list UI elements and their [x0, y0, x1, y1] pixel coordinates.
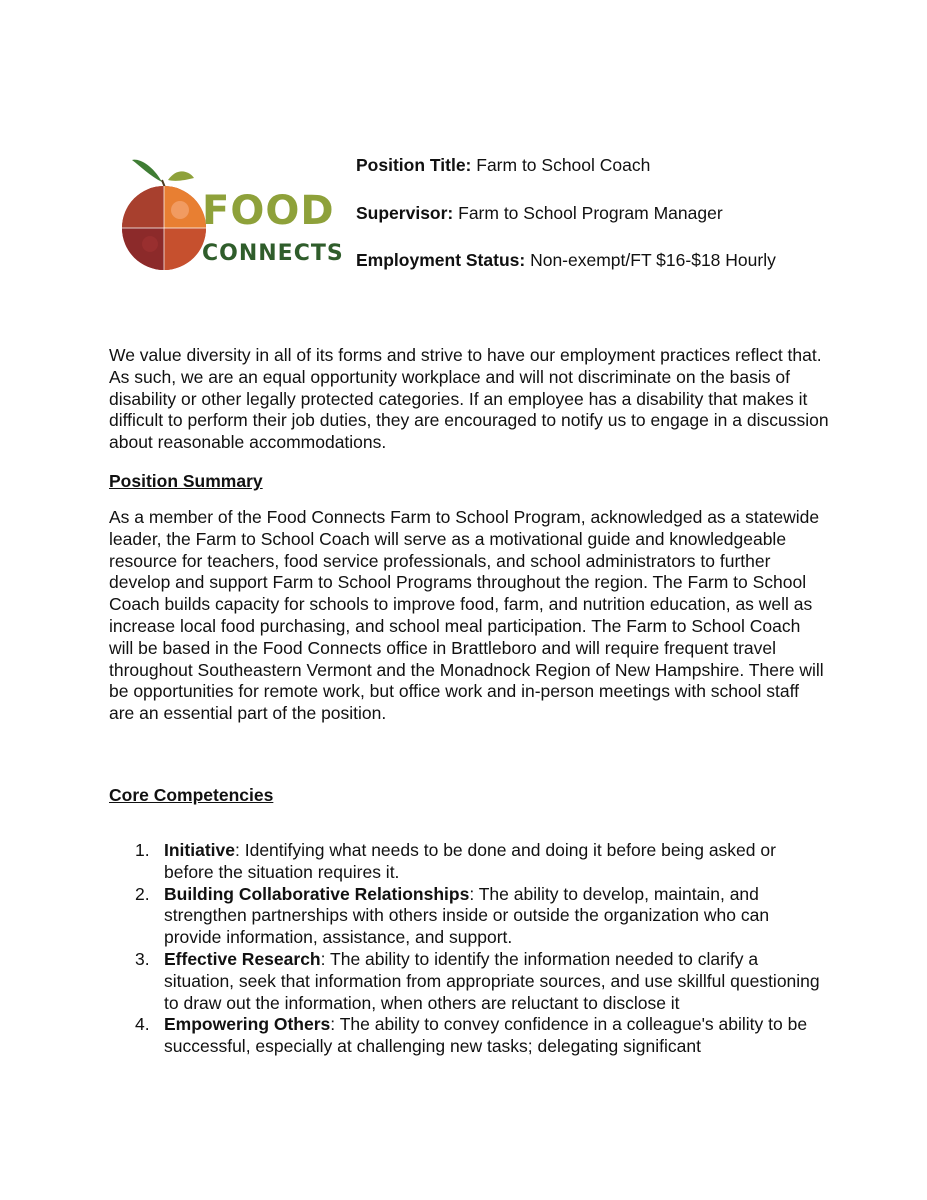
competency-description: : The ability to develop, maintain, and strengthen partnerships with others inside or outside the organization who can provide information, assistance, and support.	[164, 883, 770, 948]
employment-status-label: Employment Status:	[356, 250, 526, 270]
employment-status-value: Non-exempt/FT $16-$18 Hourly	[530, 250, 776, 270]
supervisor-label: Supervisor:	[356, 202, 454, 223]
list-item	[109, 884, 829, 949]
supervisor-value: Farm to School Program Manager	[458, 202, 723, 223]
list-item-number: 3.	[135, 948, 150, 969]
position-title-row	[356, 153, 776, 177]
list-item	[109, 1014, 829, 1058]
competency-term: Initiative	[164, 840, 235, 860]
core-competencies-heading: Core Competencies	[109, 785, 274, 805]
diversity-paragraph: We value diversity in all of its forms and strive to have our employment practices reflect that. As such, we are an equal opportunity workplace and will not discriminate on the basis of disability or other legally protected categories. If an employee has a disability that makes it difficult to perform their job duties, they are encouraged to notify us to engage in a discussion about reasonable accommodations.	[109, 345, 829, 453]
supervisor-row	[356, 201, 776, 225]
position-summary-heading: Position Summary	[109, 471, 263, 491]
logo-graphic	[116, 152, 346, 272]
logo-text-connects: CONNECTS	[202, 241, 344, 266]
employment-status-row	[356, 248, 776, 272]
food-connects-logo	[116, 152, 346, 272]
competency-term: Building Collaborative Relationships	[164, 883, 470, 904]
list-item-number: 1.	[135, 840, 150, 860]
position-header	[356, 153, 776, 296]
list-item-number: 4.	[135, 1014, 150, 1035]
logo-text-food: FOOD	[202, 188, 335, 234]
competency-description: : The ability to convey confidence in a colleague's ability to be successful, especially at challenging new tasks; delegating significant	[164, 1014, 808, 1057]
list-item	[109, 949, 829, 1014]
core-competencies-list	[109, 840, 829, 1058]
list-item	[109, 840, 829, 884]
list-item-number: 2.	[135, 883, 150, 904]
position-title-value: Farm to School Coach	[476, 155, 651, 175]
competency-term: Empowering Others	[164, 1014, 331, 1035]
competency-description: : Identifying what needs to be done and doing it before being asked or before the situation requires it.	[164, 840, 776, 882]
competency-description: : The ability to identify the information needed to clarify a situation, seek that information from appropriate sources, and use skillful questioning to draw out the information, when others are reluctant to disclose it	[164, 948, 820, 1013]
competency-term: Effective Research	[164, 948, 321, 969]
position-summary-text: As a member of the Food Connects Farm to School Program, acknowledged as a statewide leader, the Farm to School Coach will serve as a motivational guide and knowledgeable resource for teachers, food service professionals, and school administrators to further develop and support Farm to School Programs throughout the region. The Farm to School Coach builds capacity for schools to improve food, farm, and nutrition education, as well as increase local food purchasing, and school meal participation. The Farm to School Coach will be based in the Food Connects office in Brattleboro and will require frequent travel throughout Southeastern Vermont and the Monadnock Region of New Hampshire. There will be opportunities for remote work, but office work and in-person meetings with school staff are an essential part of the position.	[109, 507, 824, 724]
position-title-label: Position Title:	[356, 155, 472, 175]
